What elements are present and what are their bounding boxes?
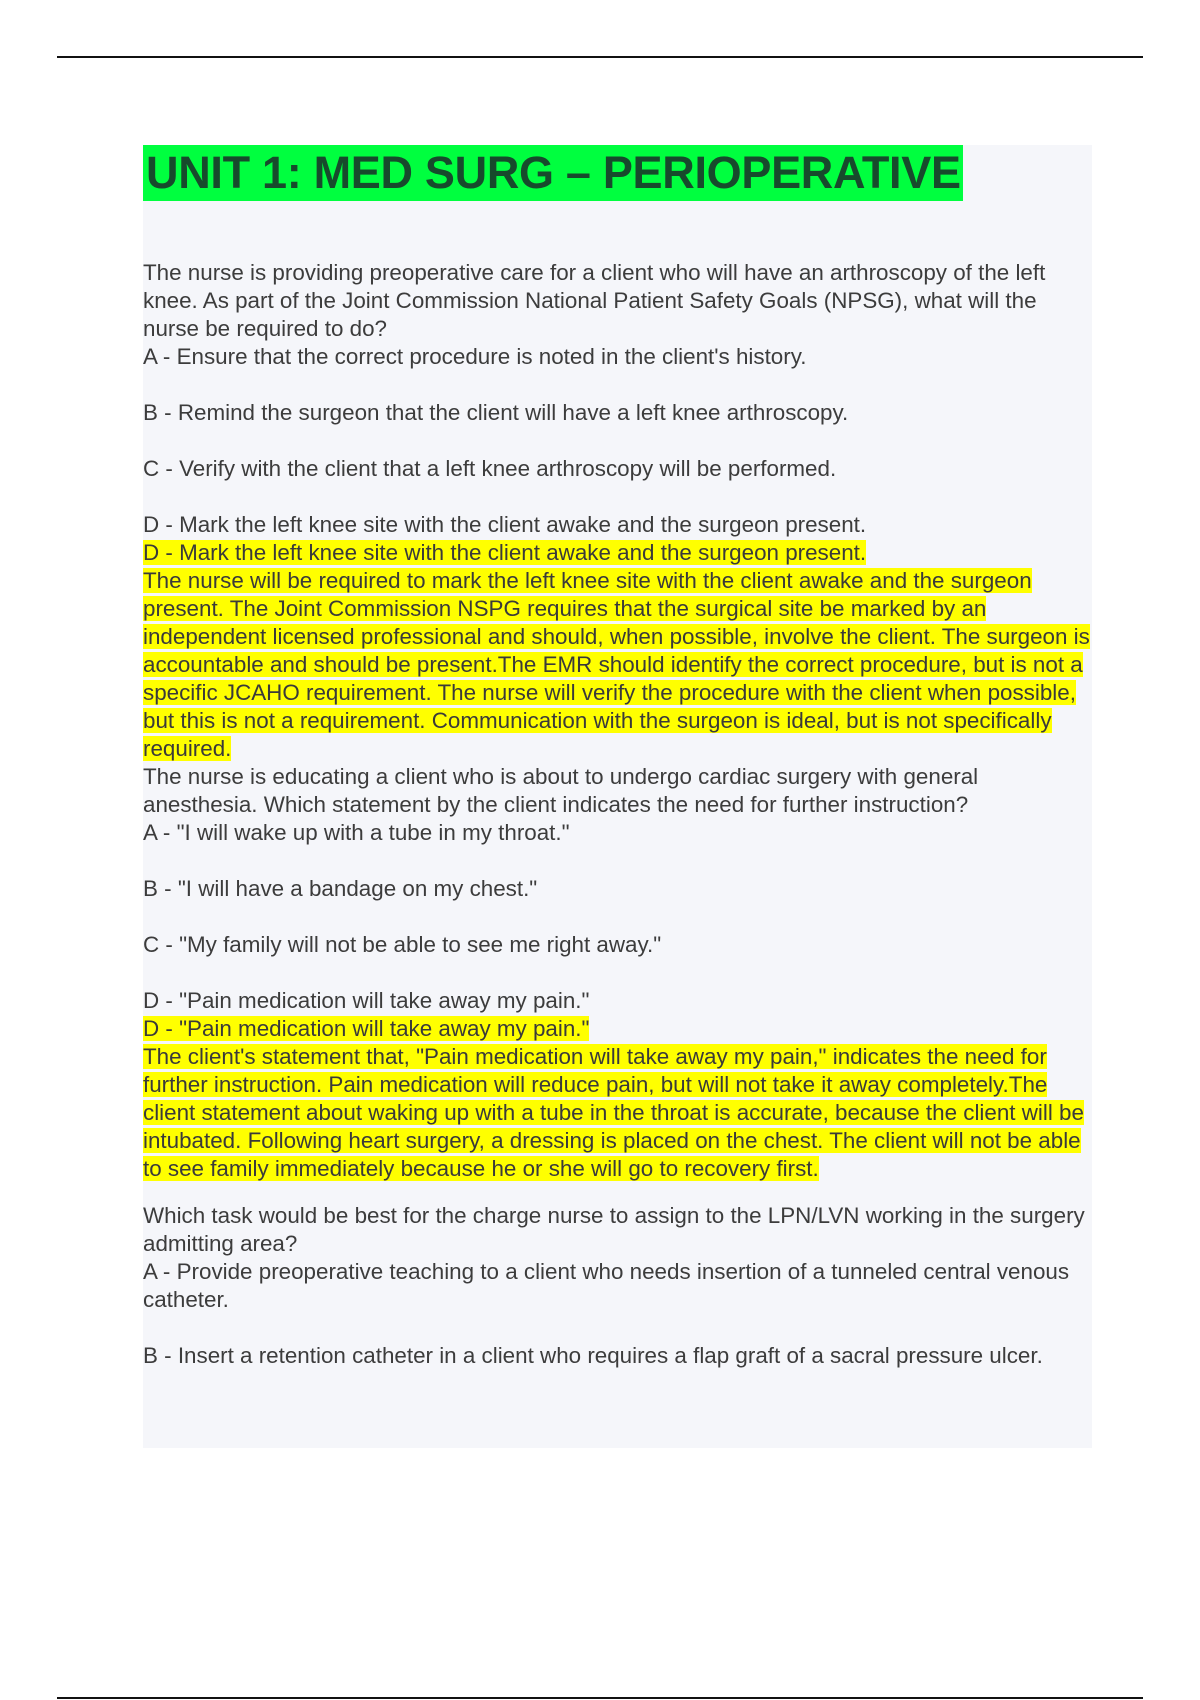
question-1-stem: The nurse is providing preoperative care for a client who will have an arthroscopy of the left knee. As part of the Joint Commission National Patient Safety Goals (NPSG), what will the nurse be required to do? — [143, 260, 1046, 341]
question-2-stem: The nurse is educating a client who is about to undergo cardiac surgery with general anesthesia. Which statement by the client indicates the need for further instruction? — [143, 764, 979, 817]
question-1-option-c: C - Verify with the client that a left knee arthroscopy will be performed. — [143, 456, 837, 481]
question-1 — [143, 259, 1092, 763]
question-1-answer: D - Mark the left knee site with the client awake and the surgeon present. — [143, 540, 867, 565]
title-block — [143, 145, 1092, 201]
question-1-option-b: B - Remind the surgeon that the client will have a left knee arthroscopy. — [143, 400, 849, 425]
question-2-option-c: C - "My family will not be able to see me right away." — [143, 932, 662, 957]
document-page — [143, 145, 1092, 1448]
question-2-option-d: D - "Pain medication will take away my pain." — [143, 988, 590, 1013]
question-3 — [143, 1202, 1092, 1370]
question-2-answer: D - "Pain medication will take away my pain." — [143, 1016, 590, 1041]
question-3-option-a: A - Provide preoperative teaching to a client who needs insertion of a tunneled central venous catheter. — [143, 1259, 1070, 1312]
question-2-option-b: B - "I will have a bandage on my chest." — [143, 876, 538, 901]
footer-rule — [57, 1697, 1143, 1699]
question-3-stem: Which task would be best for the charge nurse to assign to the LPN/LVN working in the surgery admitting area? — [143, 1203, 1085, 1256]
question-1-rationale: The nurse will be required to mark the left knee site with the client awake and the surgeon present. The Joint Commission NSPG requires that the surgical site be marked by an independent licensed professional and should, when possible, involve the client. The surgeon is accountable and should be present.The EMR should identify the correct procedure, but is not a specific JCAHO requirement. The nurse will verify the procedure with the client when possible, but this is not a requirement. Communication with the surgeon is ideal, but is not specifically required. — [143, 568, 1090, 761]
page-title: UNIT 1: MED SURG – PERIOPERATIVE — [143, 145, 963, 201]
header-rule — [57, 56, 1143, 58]
question-2 — [143, 763, 1092, 1183]
question-1-option-a: A - Ensure that the correct procedure is noted in the client's history. — [143, 344, 807, 369]
question-3-option-b: B - Insert a retention catheter in a client who requires a flap graft of a sacral pressure ulcer. — [143, 1343, 1043, 1368]
question-1-option-d: D - Mark the left knee site with the client awake and the surgeon present. — [143, 512, 867, 537]
question-2-rationale: The client's statement that, "Pain medication will take away my pain," indicates the need for further instruction. Pain medication will reduce pain, but will not take it away completely.The client statement about waking up with a tube in the throat is accurate, because the client will be intubated. Following heart surgery, a dressing is placed on the chest. The client will not be able to see family immediately because he or she will go to recovery first. — [143, 1044, 1084, 1181]
question-2-option-a: A - "I will wake up with a tube in my throat." — [143, 820, 570, 845]
